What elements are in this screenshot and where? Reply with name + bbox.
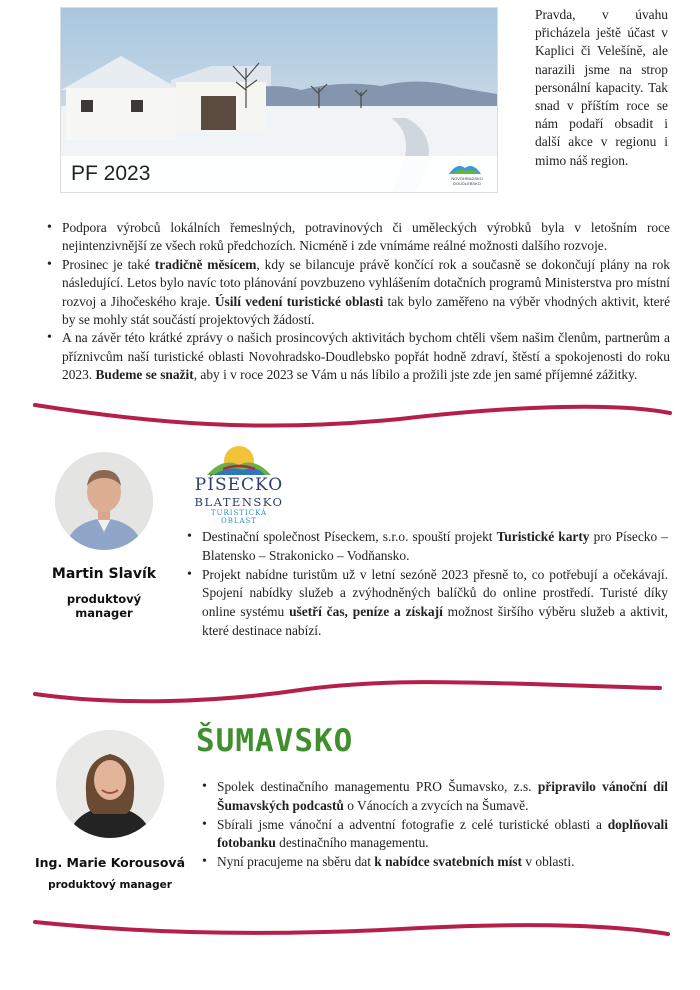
person-role: produktový manager bbox=[66, 592, 142, 620]
list-item: • Projekt nabídne turistům už v letní sezóně 2023 přesně to, co potřebují a očekávají. Spojení nabídky služeb a zvýhodněných balíčků do online prostředí. Turisté díky online systému ušetří čas, peníze a získají možnost širšího výběru služeb a aktivit, které destinace nabízí. bbox=[202, 566, 668, 641]
logo-line-4: OBLAST bbox=[220, 517, 258, 525]
sumavsko-logo: ŠUMAVSKO bbox=[196, 723, 354, 759]
wave-divider bbox=[0, 395, 700, 435]
pisecko-bullet-list bbox=[202, 528, 668, 641]
pisecko-logo-icon bbox=[193, 443, 285, 475]
avatar bbox=[55, 452, 153, 550]
side-paragraph: Pravda, v úvahu přicházela ještě účast v Kaplici či Velešíně, ale narazili jsme na strop personální kapacity. Tak snad v příštím roce se nám podaří obsadit i další akce v regionu i mimo náš region. bbox=[535, 7, 668, 168]
pisecko-blatensko-logo bbox=[193, 443, 285, 525]
wave-divider bbox=[0, 908, 700, 948]
person-name: Martin Slavík bbox=[51, 566, 157, 582]
person-photo bbox=[55, 452, 153, 550]
novohradsko-logo bbox=[447, 160, 487, 186]
photo-caption: PF 2023 bbox=[71, 162, 151, 185]
list-item: • Sbírali jsme vánoční a adventní fotografie z celé turistické oblasti a doplňovali fotobanku destinačního managementu. bbox=[217, 816, 668, 854]
person-photo bbox=[56, 730, 164, 838]
logo-text-1: NOVOHRADSKO bbox=[451, 176, 483, 181]
logo-text-2: DOUDLEBSKO bbox=[453, 181, 481, 186]
avatar bbox=[56, 730, 164, 838]
novohradsko-logo-icon bbox=[447, 160, 483, 176]
wave-divider bbox=[0, 672, 700, 712]
list-item: • Spolek destinačního managementu PRO Šumavsko, z.s. připravilo vánoční díl Šumavských podcastů o Vánocích a zvycích na Šumavě. bbox=[217, 778, 668, 816]
person-role: produktový manager bbox=[48, 879, 172, 891]
list-item: • Destinační společnost Píseckem, s.r.o. spouští projekt Turistické karty pro Písecko – Blatensko – Strakonicko – Vodňansko. bbox=[202, 528, 668, 566]
list-item: • Nyní pracujeme na sběru dat k nabídce svatebních míst v oblasti. bbox=[217, 853, 668, 872]
logo-line-3: TURISTICKÁ bbox=[210, 509, 268, 517]
list-item: • Prosinec je také tradičně měsícem, kdy se bilancuje právě končící rok a současně se dokončují plány na rok následující. Letos bylo navíc toto plánování povzbuzeno vyhlášením dotačních programů Ministerstva pro místní rozvoj a Jihočeského kraje. Úsilí vedení turistické oblasti tak bylo zaměřeno na výběr vhodných aktivit, které by se mohly stát součástí projektových žádostí. bbox=[62, 256, 670, 330]
top-bullet-list bbox=[62, 219, 670, 385]
list-item: • A na závěr této krátké zprávy o našich prosincových aktivitách bychom chtěli všem našim členům, partnerům a příznivcům naší turistické oblasti Novohradsko-Doudlebsko popřát hodně zdraví, štěstí a spokojenosti do roku 2023. Budeme se snažit, aby i v roce 2023 se Vám u nás líbilo a prožili jste zde jen samé příjemné zážitky. bbox=[62, 329, 670, 384]
logo-line-2: BLATENSKO bbox=[194, 495, 284, 509]
winter-photo bbox=[60, 7, 498, 193]
sumavsko-bullet-list bbox=[217, 778, 668, 872]
logo-line-1: PÍSECKO bbox=[194, 475, 284, 495]
person-name: Ing. Marie Korousová bbox=[34, 855, 186, 870]
list-item: • Podpora výrobců lokálních řemeslných, potravinových či uměleckých výrobků byla v letošním roce nejintenzivnější ze všech roků předchozích. Nicméně i zde vnímáme reálné možnosti dalšího rozvoje. bbox=[62, 219, 670, 256]
